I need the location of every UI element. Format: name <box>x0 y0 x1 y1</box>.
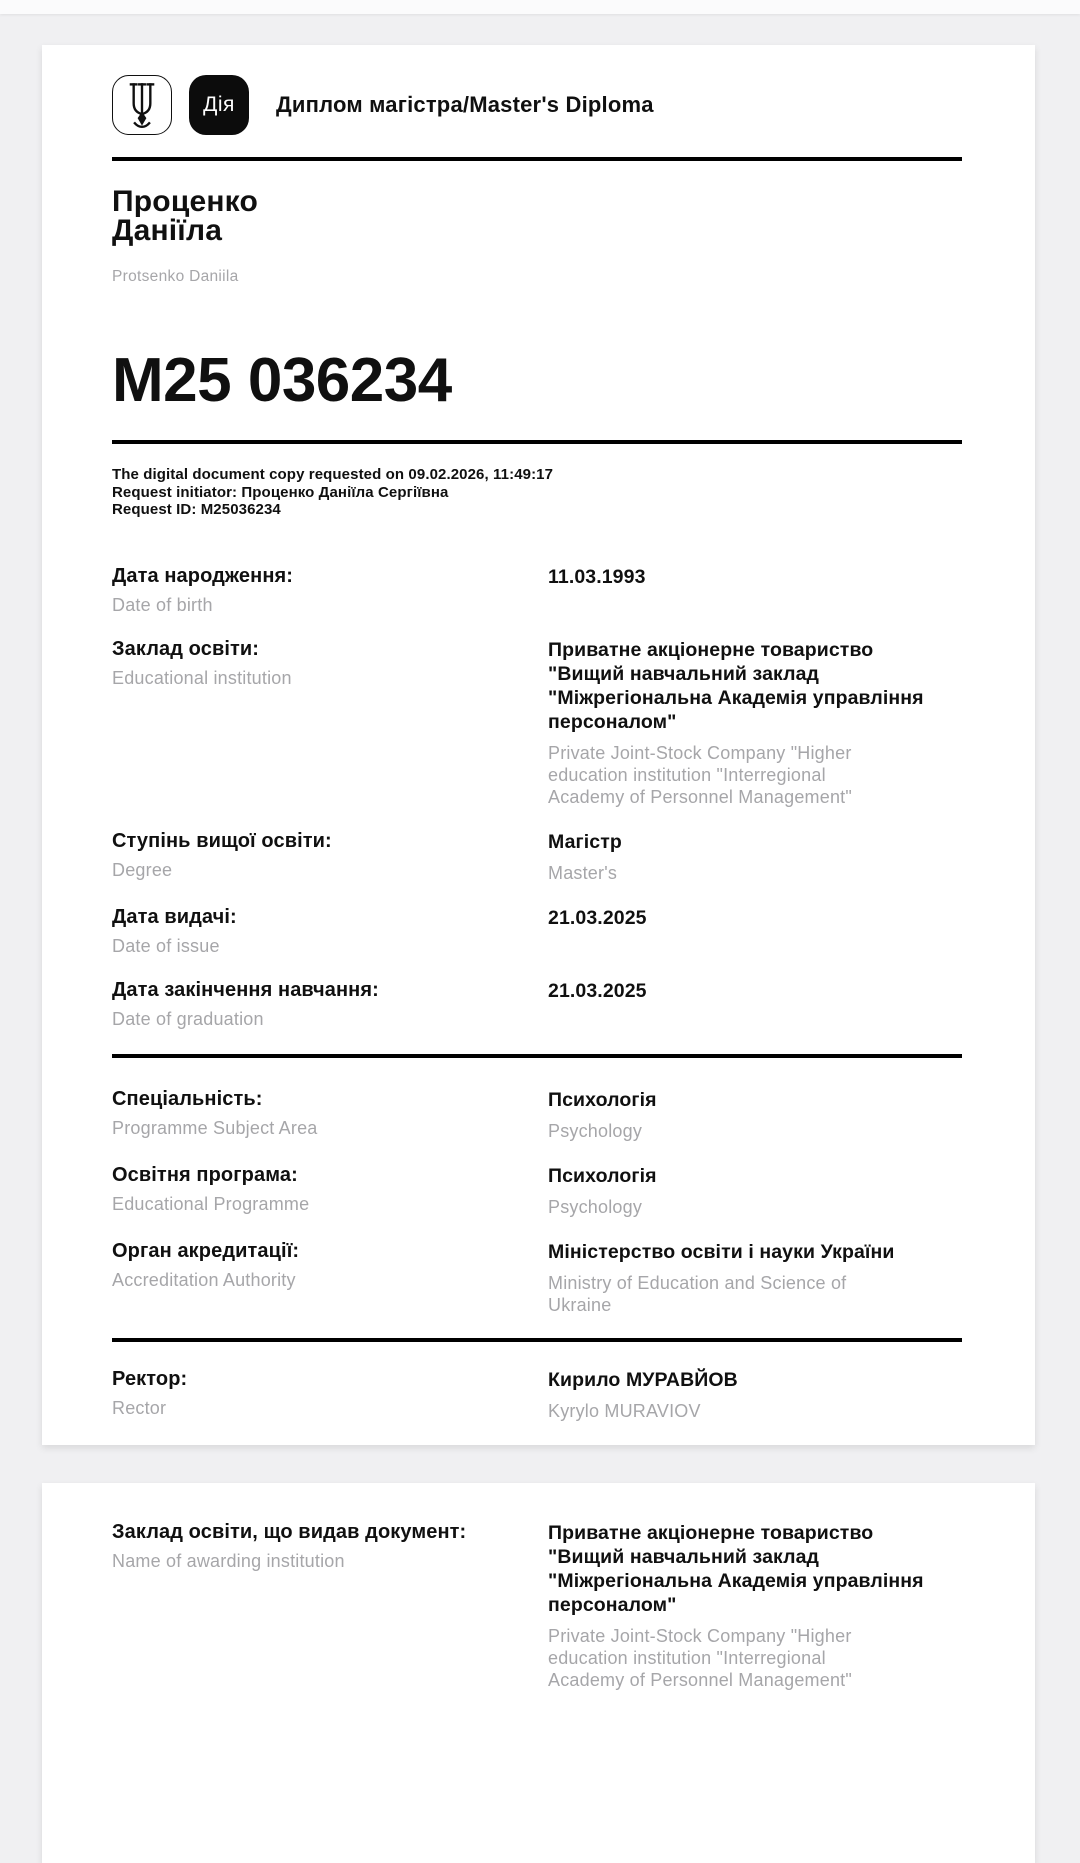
field-label-uk: Спеціальність: <box>112 1088 263 1111</box>
field-label-en: Date of issue <box>112 936 220 957</box>
holder-name-latin: Protsenko Daniila <box>112 267 239 285</box>
field-value-uk: 21.03.2025 <box>548 907 647 930</box>
field-label-uk: Дата закінчення навчання: <box>112 979 379 1002</box>
field-row-date-of-issue <box>112 906 962 957</box>
field-value-en: Psychology <box>548 1197 643 1218</box>
field-label-en: Programme Subject Area <box>112 1118 318 1139</box>
field-label-uk: Заклад освіти: <box>112 638 260 661</box>
signature-divider <box>112 1338 962 1342</box>
awarding-institution-card <box>42 1483 1035 1863</box>
field-label-en: Date of birth <box>112 595 213 616</box>
diia-logo-icon <box>189 75 249 135</box>
diploma-card <box>42 45 1035 1445</box>
header-divider <box>112 157 962 161</box>
top-strip <box>0 0 1080 14</box>
field-label-en: Educational Programme <box>112 1194 310 1215</box>
field-row-educational-programme <box>112 1164 962 1218</box>
diia-logo-text: Дія <box>203 93 235 116</box>
field-row-educational-institution <box>112 638 962 808</box>
field-label-uk: Дата народження: <box>112 565 294 588</box>
field-row-date-of-birth <box>112 565 962 616</box>
field-value-uk: 21.03.2025 <box>548 980 647 1003</box>
holder-given-name: Даніїла <box>112 214 223 248</box>
field-row-date-of-graduation <box>112 979 962 1030</box>
field-value-uk: Міністерство освіти і науки України <box>548 1241 895 1264</box>
field-value-uk: Психологія <box>548 1165 657 1188</box>
holder-name <box>112 187 962 246</box>
field-label-en: Rector <box>112 1398 167 1419</box>
field-label-uk: Дата видачі: <box>112 906 237 929</box>
request-info <box>112 466 962 519</box>
document-title: Диплом магістра/Master's Diploma <box>276 92 654 117</box>
field-row-accreditation-authority <box>112 1240 962 1316</box>
fields-list <box>112 565 962 1422</box>
document-number: М25 036234 <box>112 345 452 415</box>
field-value-uk: 11.03.1993 <box>548 566 646 589</box>
field-label-en: Accreditation Authority <box>112 1270 296 1291</box>
field-label-en: Name of awarding institution <box>112 1551 345 1571</box>
field-label-uk: Ступінь вищої освіти: <box>112 830 332 853</box>
field-value-en: Psychology <box>548 1121 643 1142</box>
field-value-uk: Психологія <box>548 1089 657 1112</box>
document-header <box>112 75 962 135</box>
field-label-uk: Освітня програма: <box>112 1164 298 1187</box>
field-row-awarding-institution <box>112 1521 962 1691</box>
field-label-en: Date of graduation <box>112 1009 264 1030</box>
field-label-uk: Орган акредитації: <box>112 1240 300 1263</box>
field-value-uk: Магістр <box>548 831 622 854</box>
field-row-rector <box>112 1368 962 1422</box>
field-label-uk: Заклад освіти, що видав документ: <box>112 1521 467 1543</box>
field-row-degree <box>112 830 962 884</box>
field-label-uk: Ректор: <box>112 1368 188 1391</box>
field-label-en: Educational institution <box>112 668 292 689</box>
field-value-uk: Кирило МУРАВЙОВ <box>548 1369 738 1392</box>
holder-surname: Проценко <box>112 185 259 218</box>
request-initiator-line: Request initiator: Проценко Даніїла Сергіївна <box>112 483 449 501</box>
field-row-programme-subject-area <box>112 1088 962 1142</box>
request-id-line: Request ID: M25036234 <box>112 501 281 519</box>
field-value-en: Kyrylo MURAVIOV <box>548 1401 701 1422</box>
field-label-en: Degree <box>112 860 173 881</box>
field-value-uk: Приватне акціонерне товариство "Вищий навчальний заклад "Міжрегіональна Академія управління персоналом" <box>548 639 924 734</box>
field-value-uk: Приватне акціонерне товариство "Вищий навчальний заклад "Міжрегіональна Академія управління персоналом" <box>548 1522 924 1616</box>
field-value-en: Private Joint-Stock Company "Higher education institution "Interregional Academy of Personnel Management" <box>548 1626 852 1690</box>
field-value-en: Ministry of Education and Science of Ukraine <box>548 1273 847 1316</box>
field-value-en: Master's <box>548 863 618 884</box>
section-divider <box>112 1054 962 1058</box>
number-divider <box>112 440 962 444</box>
request-date-line: The digital document copy requested on 09.02.2026, 11:49:17 <box>112 465 554 483</box>
field-value-en: Private Joint-Stock Company "Higher education institution "Interregional Academy of Personnel Management" <box>548 743 852 808</box>
ukraine-trident-icon <box>112 75 172 135</box>
